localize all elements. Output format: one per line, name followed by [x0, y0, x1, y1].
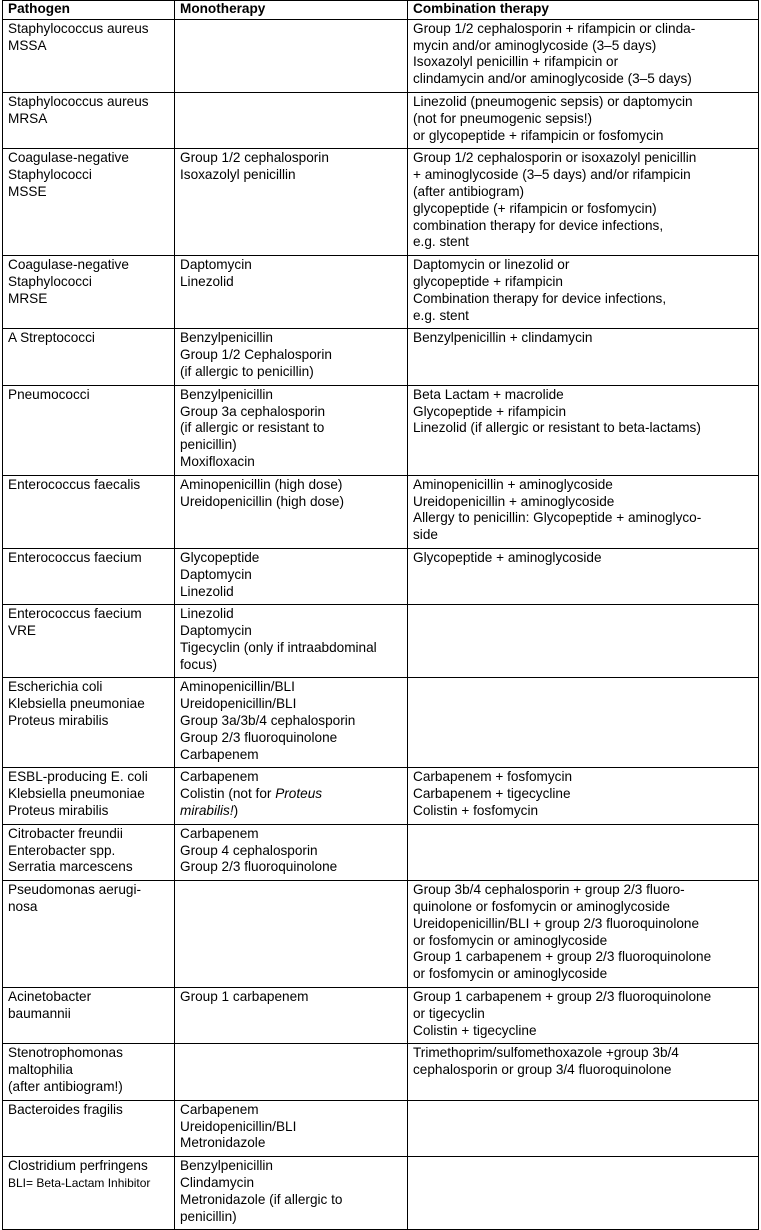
cell-line: Carbapenem: [180, 1101, 259, 1117]
cell-line: or fosfomycin or aminoglycoside: [413, 966, 608, 982]
pathogen-cell: [3, 1157, 175, 1230]
cell-line: MRSE: [8, 290, 48, 306]
pathogen-cell: [3, 988, 175, 1044]
cell-line: Ureidopenicillin/BLI + group 2/3 fluoroquinolone: [413, 915, 700, 931]
cell-line: Ureidopenicillin + aminoglycoside: [413, 493, 615, 509]
cell-line: Group 2/3 fluoroquinolone: [180, 859, 338, 875]
header-monotherapy: Monotherapy: [175, 1, 408, 20]
combination-cell: [408, 678, 759, 768]
cell-line: Enterobacter spp.: [8, 842, 116, 858]
cell-line: MSSA: [8, 37, 47, 53]
cell-line: mycin and/or aminoglycoside (3–5 days): [413, 37, 657, 53]
pathogen-cell: [3, 678, 175, 768]
pathogen-cell: [3, 605, 175, 678]
cell-line: Group 1 carbapenem + group 2/3 fluoroquinolone: [413, 949, 712, 965]
cell-line: Carbapenem: [180, 746, 259, 762]
cell-line: ESBL-producing E. coli: [8, 769, 148, 785]
cell-line: (after antibiogram!): [8, 1079, 123, 1095]
cell-line: Pneumococci: [8, 386, 90, 402]
cell-line: mirabilis!): [180, 803, 239, 819]
cell-line: Tigecyclin (only if intraabdominal: [180, 639, 377, 655]
pathogen-cell: [3, 256, 175, 329]
cell-line: Colistin + fosfomycin: [413, 803, 539, 819]
table-row: [3, 92, 759, 148]
cell-line: penicillin): [180, 1208, 237, 1224]
cell-line: Carbapenem + tigecycline: [413, 786, 571, 802]
cell-line: Linezolid (pneumogenic sepsis) or daptomycin: [413, 93, 693, 109]
monotherapy-cell: [175, 548, 408, 604]
pathogen-cell: [3, 768, 175, 824]
cell-line: Glycopeptide: [180, 549, 260, 565]
cell-line: Ureidopenicillin/BLI: [180, 1118, 297, 1134]
cell-line: Moxifloxacin: [180, 453, 255, 469]
monotherapy-cell: [175, 605, 408, 678]
cell-line: clindamycin and/or aminoglycoside (3–5 days): [413, 71, 692, 87]
combination-cell: [408, 881, 759, 988]
cell-line: Staphylococci: [8, 167, 92, 183]
cell-line: Stenotrophomonas: [8, 1045, 123, 1061]
monotherapy-cell: [175, 329, 408, 385]
pathogen-cell: [3, 92, 175, 148]
cell-line: Ureidopenicillin/BLI: [180, 696, 297, 712]
cell-line: Group 3a/3b/4 cephalosporin: [180, 713, 356, 729]
combination-cell: [408, 149, 759, 256]
cell-line: Group 1/2 cephalosporin + rifampicin or clinda-: [413, 20, 696, 36]
cell-line: Klebsiella pneumoniae: [8, 696, 145, 712]
table-body: [3, 19, 759, 1230]
pathogen-cell: [3, 19, 175, 92]
cell-line: (if allergic to penicillin): [180, 363, 314, 379]
cell-line: Clostridium perfringens: [8, 1158, 148, 1174]
cell-line: (if allergic or resistant to: [180, 420, 325, 436]
cell-line: Daptomycin: [180, 623, 252, 639]
cell-line: maltophilia: [8, 1062, 73, 1078]
cell-line: Trimethoprim/sulfomethoxazole +group 3b/4: [413, 1045, 679, 1061]
cell-line: Group 4 cephalosporin: [180, 842, 318, 858]
combination-cell: [408, 605, 759, 678]
combination-cell: [408, 1044, 759, 1100]
monotherapy-cell: [175, 1100, 408, 1156]
cell-line: + aminoglycoside (3–5 days) and/or rifampicin: [413, 167, 691, 183]
cell-line: Group 1/2 cephalosporin: [180, 150, 329, 166]
table-header-row: [3, 1, 759, 20]
monotherapy-cell: [175, 19, 408, 92]
monotherapy-cell: [175, 988, 408, 1044]
antibiotic-therapy-table: [2, 0, 759, 1230]
cell-line: Carbapenem + fosfomycin: [413, 769, 573, 785]
cell-line: Glycopeptide + aminoglycoside: [413, 549, 602, 565]
table-row: [3, 19, 759, 92]
cell-line: MSSE: [8, 183, 47, 199]
cell-line: or glycopeptide + rifampicin or fosfomycin: [413, 127, 664, 143]
cell-line: Benzylpenicillin: [180, 330, 273, 346]
footnote: BLI= Beta-Lactam Inhibitor: [8, 1176, 151, 1190]
monotherapy-cell: [175, 881, 408, 988]
combination-cell: [408, 475, 759, 548]
table-row: [3, 1100, 759, 1156]
table-row: [3, 605, 759, 678]
cell-line: e.g. stent: [413, 307, 469, 323]
cell-line: Ureidopenicillin (high dose): [180, 493, 344, 509]
cell-line: Daptomycin or linezolid or: [413, 257, 570, 273]
cell-line: Group 1/2 cephalosporin or isoxazolyl penicillin: [413, 150, 697, 166]
cell-line: Allergy to penicillin: Glycopeptide + aminoglyco-: [413, 510, 702, 526]
cell-line: Carbapenem: [180, 825, 259, 841]
monotherapy-cell: [175, 149, 408, 256]
monotherapy-cell: [175, 768, 408, 824]
combination-cell: [408, 768, 759, 824]
cell-line: side: [413, 527, 438, 543]
cell-line: nosa: [8, 899, 38, 915]
table-row: [3, 988, 759, 1044]
cell-line: Group 2/3 fluoroquinolone: [180, 729, 338, 745]
cell-line: or fosfomycin or aminoglycoside: [413, 932, 608, 948]
combination-cell: [408, 1100, 759, 1156]
monotherapy-cell: [175, 475, 408, 548]
cell-line: Benzylpenicillin: [180, 1158, 273, 1174]
cell-line: MRSA: [8, 110, 48, 126]
cell-line: e.g. stent: [413, 234, 469, 250]
table-row: [3, 678, 759, 768]
cell-line: Group 1/2 Cephalosporin: [180, 347, 332, 363]
table-row: [3, 824, 759, 880]
pathogen-cell: [3, 329, 175, 385]
combination-cell: [408, 988, 759, 1044]
cell-line: Colistin + tigecycline: [413, 1022, 537, 1038]
cell-line: Aminopenicillin (high dose): [180, 476, 343, 492]
cell-line: cephalosporin or group 3/4 fluoroquinolone: [413, 1062, 672, 1078]
cell-line: VRE: [8, 623, 36, 639]
cell-line: Aminopenicillin/BLI: [180, 679, 295, 695]
pathogen-cell: [3, 1100, 175, 1156]
cell-line: Group 3a cephalosporin: [180, 403, 326, 419]
pathogen-cell: [3, 385, 175, 475]
cell-line: Linezolid: [180, 583, 234, 599]
combination-cell: [408, 256, 759, 329]
cell-line: Staphylococcus aureus: [8, 93, 149, 109]
combination-cell: [408, 92, 759, 148]
cell-line: Coagulase-negative: [8, 257, 129, 273]
cell-line: Pseudomonas aerugi-: [8, 882, 141, 898]
cell-line: Metronidazole (if allergic to: [180, 1191, 343, 1207]
cell-line: (not for pneumogenic sepsis!): [413, 110, 593, 126]
cell-line: Clindamycin: [180, 1175, 255, 1190]
cell-line: Linezolid: [180, 273, 234, 289]
cell-line: Colistin (not for Proteus: [180, 786, 323, 802]
monotherapy-cell: [175, 92, 408, 148]
cell-line: Enterococcus faecium: [8, 606, 142, 622]
combination-cell: [408, 1157, 759, 1230]
cell-line: Group 1 carbapenem: [180, 989, 309, 1005]
table-row: [3, 881, 759, 988]
cell-line: Benzylpenicillin + clindamycin: [413, 330, 593, 346]
cell-line: Daptomycin: [180, 257, 252, 273]
cell-line: Metronidazole: [180, 1135, 266, 1151]
cell-line: Acinetobacter: [8, 989, 92, 1005]
table-row: [3, 329, 759, 385]
cell-line: Staphylococci: [8, 273, 92, 289]
cell-line: Linezolid (if allergic or resistant to beta-lactams): [413, 420, 701, 436]
cell-line: Benzylpenicillin: [180, 386, 273, 402]
cell-line: Glycopeptide + rifampicin: [413, 403, 567, 419]
table-row: [3, 548, 759, 604]
cell-line: Daptomycin: [180, 566, 252, 582]
cell-line: Enterococcus faecalis: [8, 476, 141, 492]
cell-line: combination therapy for device infections,: [413, 217, 664, 233]
monotherapy-cell: [175, 678, 408, 768]
combination-cell: [408, 385, 759, 475]
cell-line: Escherichia coli: [8, 679, 103, 695]
header-combination-therapy: Combination therapy: [408, 1, 759, 20]
cell-line: A Streptococci: [8, 330, 95, 346]
table-row: [3, 1157, 759, 1230]
cell-line: Beta Lactam + macrolide: [413, 386, 564, 402]
cell-line: Linezolid: [180, 606, 234, 622]
pathogen-cell: [3, 149, 175, 256]
monotherapy-cell: [175, 1044, 408, 1100]
cell-line: Proteus mirabilis: [8, 803, 109, 819]
header-pathogen: Pathogen: [3, 1, 175, 20]
cell-line: Proteus mirabilis: [8, 713, 109, 729]
cell-line: baumannii: [8, 1005, 71, 1021]
pathogen-cell: [3, 881, 175, 988]
cell-line: glycopeptide + rifampicin: [413, 273, 563, 289]
monotherapy-cell: [175, 385, 408, 475]
cell-line: Group 1 carbapenem + group 2/3 fluoroquinolone: [413, 989, 712, 1005]
cell-line: Staphylococcus aureus: [8, 20, 149, 36]
cell-line: Isoxazolyl penicillin: [180, 167, 296, 183]
table-row: [3, 149, 759, 256]
cell-line: or tigecyclin: [413, 1005, 485, 1021]
cell-line: Combination therapy for device infections,: [413, 290, 667, 306]
cell-line: quinolone or fosfomycin or aminoglycoside: [413, 899, 670, 915]
combination-cell: [408, 824, 759, 880]
cell-line: Enterococcus faecium: [8, 549, 142, 565]
pathogen-cell: [3, 475, 175, 548]
cell-line: (after antibiogram): [413, 183, 525, 199]
table-row: [3, 256, 759, 329]
cell-line: penicillin): [180, 437, 237, 453]
cell-line: focus): [180, 656, 218, 672]
table-row: [3, 1044, 759, 1100]
table-row: [3, 385, 759, 475]
table-row: [3, 475, 759, 548]
cell-line: Coagulase-negative: [8, 150, 129, 166]
pathogen-cell: [3, 548, 175, 604]
combination-cell: [408, 548, 759, 604]
cell-line: Isoxazolyl penicillin + rifampicin or: [413, 54, 619, 70]
monotherapy-cell: [175, 1157, 408, 1230]
cell-line: Carbapenem: [180, 769, 259, 785]
monotherapy-cell: [175, 824, 408, 880]
pathogen-cell: [3, 824, 175, 880]
pathogen-cell: [3, 1044, 175, 1100]
cell-line: Klebsiella pneumoniae: [8, 786, 145, 802]
table-row: [3, 768, 759, 824]
cell-line: Bacteroides fragilis: [8, 1101, 123, 1117]
cell-line: Serratia marcescens: [8, 859, 133, 875]
cell-line: Group 3b/4 cephalosporin + group 2/3 fluoro-: [413, 882, 685, 898]
monotherapy-cell: [175, 256, 408, 329]
cell-line: Aminopenicillin + aminoglycoside: [413, 476, 613, 492]
combination-cell: [408, 329, 759, 385]
cell-line: glycopeptide (+ rifampicin or fosfomycin): [413, 200, 657, 216]
combination-cell: [408, 19, 759, 92]
cell-line: Citrobacter freundii: [8, 825, 123, 841]
